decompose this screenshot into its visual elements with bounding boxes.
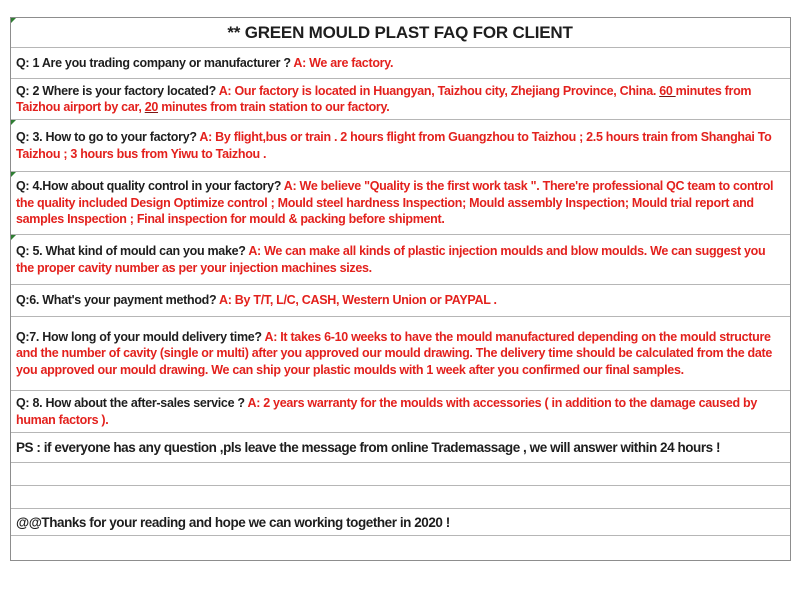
row-text (16, 55, 784, 72)
answer-text: minutes from Taizhou airport by car, (16, 83, 752, 114)
empty-row-3 (11, 536, 790, 560)
row-text (16, 439, 784, 456)
answer-text: 60 (659, 83, 676, 98)
answer-text: A: By T/T, L/C, CASH, Western Union or PAYPAL . (219, 293, 497, 308)
question-text: Q: 8. How about the after-sales service ? (16, 396, 248, 410)
question-text: Q: 4.How about quality control in your factory? (16, 179, 284, 194)
question-text: @@Thanks for your reading and hope we can working together in 2020 ! (16, 514, 450, 530)
faq-row-4 (11, 172, 790, 235)
row-text (16, 329, 784, 379)
row-text (16, 292, 784, 309)
faq-row-2 (11, 79, 790, 120)
faq-row-8 (11, 391, 790, 433)
ps-row (11, 433, 790, 463)
row-text (16, 23, 784, 43)
faq-row-6 (11, 285, 790, 317)
faq-row-1 (11, 48, 790, 79)
empty-row-1 (11, 463, 790, 486)
cell-flag-icon (11, 18, 16, 23)
row-text (16, 178, 784, 228)
thanks-row (11, 509, 790, 536)
answer-text: A: By flight,bus or train . 2 hours flight from Guangzhou to Taizhou ; 2.5 hours train from Shanghai To Taizhou ; 3 hours bus from Yiwu to Taizhou . (16, 130, 772, 161)
answer-text: A: It takes 6-10 weeks to have the mould manufactured depending on the mould structure and the number of cavity (single or multi) after you approved our mould drawing. The delivery time should be calculated from the date you approved our mould drawing. We can ship your plastic moulds with 1 week after you confirmed our final samples. (16, 329, 773, 377)
question-text: Q:7. How long of your mould delivery time? (16, 329, 265, 344)
row-text (16, 83, 784, 116)
answer-text: A: 2 years warranty for the moulds with accessories ( in addition to the damage caused by human factors ). (16, 396, 758, 427)
question-text: Q: 1 Are you trading company or manufacturer ? (16, 55, 294, 70)
row-text (16, 243, 784, 276)
question-text: Q: 2 Where is your factory located? (16, 83, 219, 98)
question-text: PS : if everyone has any question ,pls leave the message from online Trademassage , we will answer within 24 hours ! (16, 440, 721, 455)
faq-row-3 (11, 120, 790, 172)
faq-row-7 (11, 317, 790, 391)
answer-text: A: We believe "Quality is the first work task ". There're professional QC team to control the quality included Design Optimize control ; Mould steel hardness Inspection; Mould assembly Inspection; Mould trial report and samples Inspection ; Final inspection for mould & packing before shipment. (16, 179, 774, 227)
cell-flag-icon (11, 172, 16, 177)
question-text: ** GREEN MOULD PLAST FAQ FOR CLIENT (227, 22, 573, 42)
answer-text: minutes from train station to our factory. (158, 100, 390, 114)
answer-text: A: We are factory. (293, 55, 394, 70)
faq-row-5 (11, 235, 790, 285)
answer-text: A: Our factory is located in Huangyan, Taizhou city, Zhejiang Province, China. (218, 83, 660, 98)
empty-row-2 (11, 486, 790, 509)
faq-table (10, 17, 791, 561)
cell-flag-icon (11, 120, 16, 125)
question-text: Q:6. What's your payment method? (16, 293, 220, 308)
answer-text: A: We can make all kinds of plastic injection moulds and blow moulds. We can suggest you the proper cavity number as per your injection machines sizes. (16, 244, 766, 275)
cell-flag-icon (11, 235, 16, 240)
row-text (16, 514, 784, 531)
question-text: Q: 5. What kind of mould can you make? (16, 244, 249, 258)
title-row (11, 18, 790, 48)
row-text (16, 395, 784, 428)
question-text: Q: 3. How to go to your factory? (16, 130, 200, 144)
answer-text: 20 (144, 100, 159, 114)
row-text (16, 129, 784, 162)
